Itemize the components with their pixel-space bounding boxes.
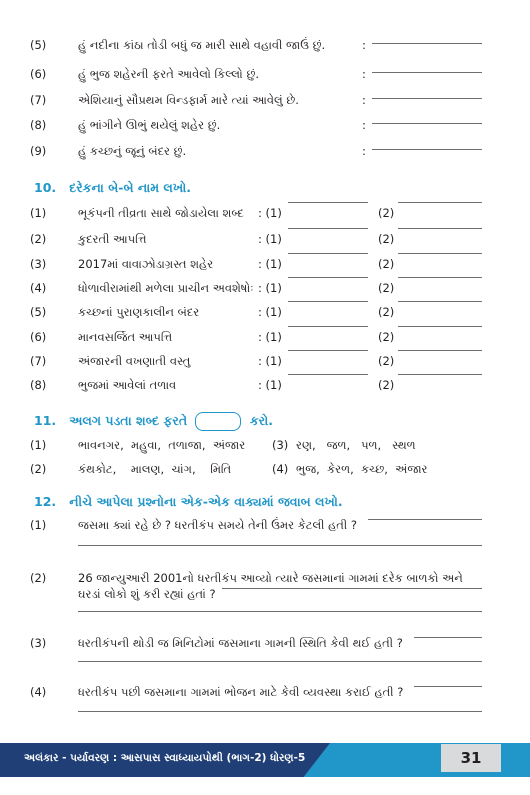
- option-2-label: (2): [378, 378, 395, 392]
- question-number: (1): [30, 518, 47, 532]
- option-2-label: (2): [378, 206, 395, 220]
- answer-line-1[interactable]: [288, 202, 368, 203]
- option-1-label: : (1): [258, 354, 282, 368]
- footer-book-title: અલંકાર - પર્યાવરણ : આસપાસ સ્વાધ્યાયપોથી (ભાગ-2) ધોરણ-5: [24, 752, 306, 764]
- answer-line-1[interactable]: [288, 326, 368, 327]
- answer-line-2[interactable]: [398, 253, 482, 254]
- answer-line-1[interactable]: [288, 301, 368, 302]
- answer-line[interactable]: [372, 72, 482, 73]
- answer-line-1[interactable]: [288, 253, 368, 254]
- answer-line[interactable]: [414, 686, 482, 687]
- section-title-after: કરો.: [249, 413, 274, 428]
- section-number: 11.: [34, 413, 57, 428]
- option-1-label: : (1): [258, 232, 282, 246]
- answer-colon: :: [362, 67, 366, 81]
- answer-line[interactable]: [414, 637, 482, 638]
- item-number: (6): [30, 67, 47, 81]
- item-number: (4): [30, 281, 47, 295]
- option-1-label: : (1): [258, 281, 282, 295]
- item-text: ભુજમાં આવેલાં તળાવ: [78, 378, 177, 392]
- question-text: જસમા ક્યાં રહે છે ? ધરતીકંપ સમયે તેની ઉંમર કેટલી હતી ?: [78, 518, 357, 532]
- question-text: ધરતીકંપ પછી જસમાના ગામમાં ભોજન માટે કેવી વ્યવસ્થા કરાઈ હતી ?: [78, 685, 404, 699]
- answer-line-2[interactable]: [398, 326, 482, 327]
- section-12-heading: [34, 494, 343, 509]
- answer-colon: :: [362, 118, 366, 132]
- item-text: કુદરતી આપત્તિ: [78, 232, 147, 246]
- word-group-right[interactable]: રણ, જળ, પળ, સ્થળ: [296, 438, 416, 452]
- answer-colon: :: [362, 93, 366, 107]
- answer-line-1[interactable]: [288, 277, 368, 278]
- option-1-label: : (1): [258, 378, 282, 392]
- item-text: ધોળાવીરામાંથી મળેલા પ્રાચીન અવશેષોઃ: [78, 281, 254, 295]
- section-10-heading: [34, 180, 191, 195]
- answer-line[interactable]: [372, 123, 482, 124]
- item-number: (2): [30, 462, 47, 476]
- question-number: (2): [30, 571, 47, 585]
- question-number: (4): [30, 685, 47, 699]
- page-number: 31: [460, 749, 482, 767]
- answer-line-1[interactable]: [288, 374, 368, 375]
- answer-line-2[interactable]: [398, 202, 482, 203]
- answer-line[interactable]: [372, 43, 482, 44]
- section-title: દરેકના બે-બે નામ લખો.: [69, 180, 191, 195]
- option-2-label: (2): [378, 281, 395, 295]
- section-number: 12.: [34, 494, 57, 509]
- option-2-label: (2): [378, 354, 395, 368]
- answer-line[interactable]: [372, 149, 482, 150]
- section-number: 10.: [34, 180, 57, 195]
- question-number: (3): [30, 636, 47, 650]
- answer-line[interactable]: [78, 545, 482, 546]
- item-text: માનવસર્જિત આપત્તિ: [78, 330, 173, 344]
- word-group-right[interactable]: ભુજ, કેરળ, કચ્છ, અંજાર: [296, 462, 428, 476]
- item-text: અંજારની વખણાતી વસ્તુ: [78, 354, 191, 368]
- answer-colon: :: [362, 144, 366, 158]
- item-number: (1): [30, 206, 47, 220]
- section-title: નીચે આપેલા પ્રશ્નોના એક-એક વાક્યમાં જવાબ લખો.: [69, 494, 343, 509]
- item-text: હું ભુજ શહેરની ફરતે આવેલો કિલ્લો છું.: [78, 67, 259, 81]
- answer-line-2[interactable]: [398, 350, 482, 351]
- answer-line-1[interactable]: [288, 228, 368, 229]
- section-title-before: અલગ પડતા શબ્દ ફરતે: [69, 413, 188, 428]
- circle-answer-box: [195, 412, 241, 431]
- item-number: (8): [30, 378, 47, 392]
- item-number-right: (3): [272, 438, 289, 452]
- section-11-heading: [34, 412, 273, 431]
- option-2-label: (2): [378, 232, 395, 246]
- question-text: ધરતીકંપની થોડી જ મિનિટોમાં જસમાના ગામની સ્થિતિ કેવી થઈ હતી ?: [78, 636, 403, 650]
- option-2-label: (2): [378, 305, 395, 319]
- answer-line-2[interactable]: [398, 277, 482, 278]
- item-number-right: (4): [272, 462, 289, 476]
- answer-line[interactable]: [372, 98, 482, 99]
- answer-line-2[interactable]: [398, 374, 482, 375]
- word-group-left[interactable]: કંથકોટ, માલણ, ચાંગ, મિતિ: [78, 462, 232, 476]
- answer-line[interactable]: [78, 611, 482, 612]
- option-2-label: (2): [378, 330, 395, 344]
- answer-line-2[interactable]: [398, 228, 482, 229]
- item-text: 2017માં વાવાઝોડાગ્રસ્ત શહેર: [78, 257, 214, 271]
- word-group-left[interactable]: ભાવનગર, મહુવા, તળાજા, અંજાર: [78, 438, 246, 452]
- question-text-continued: ઘરડાં લોકો શું કરી રહ્યાં હતાં ?: [78, 587, 216, 601]
- item-number: (9): [30, 144, 47, 158]
- answer-line[interactable]: [78, 661, 482, 662]
- item-text: હું કચ્છનું જૂનું બંદર છું.: [78, 144, 187, 158]
- answer-line-1[interactable]: [288, 350, 368, 351]
- option-1-label: : (1): [258, 257, 282, 271]
- option-2-label: (2): [378, 257, 395, 271]
- question-text: 26 જાન્યુઆરી 2001નો ધરતીકંપ આવ્યો ત્યારે જસમાનાં ગામમાં દરેક બાળકો અને: [78, 571, 463, 585]
- item-text: ભૂકંપની તીવ્રતા સાથે જોડાયેલા શબ્દ: [78, 206, 244, 220]
- item-number: (5): [30, 38, 47, 52]
- option-1-label: : (1): [258, 206, 282, 220]
- item-number: (7): [30, 93, 47, 107]
- item-text: હું ભાંગીને ઊભું થયેલું શહેર છું.: [78, 118, 221, 132]
- answer-colon: :: [362, 38, 366, 52]
- answer-line-2[interactable]: [398, 301, 482, 302]
- item-number: (2): [30, 232, 47, 246]
- item-number: (8): [30, 118, 47, 132]
- item-number: (6): [30, 330, 47, 344]
- item-number[interactable]: (1): [30, 438, 47, 452]
- item-number: (5): [30, 305, 47, 319]
- item-text: હું નદીના કાંઠા તોડી બધું જ મારી સાથે વહાવી જાઉં છું.: [78, 38, 326, 52]
- answer-line[interactable]: [368, 519, 482, 520]
- answer-line[interactable]: [222, 588, 482, 589]
- item-text: કચ્છનાં પુરાણકાલીન બંદર: [78, 305, 200, 319]
- answer-line[interactable]: [78, 711, 482, 712]
- item-number: (3): [30, 257, 47, 271]
- item-number: (7): [30, 354, 47, 368]
- item-text: એશિયાનું સૌપ્રથમ વિન્ડફાર્મ મારે ત્યાં આવેલું છે.: [78, 93, 299, 107]
- option-1-label: : (1): [258, 330, 282, 344]
- option-1-label: : (1): [258, 305, 282, 319]
